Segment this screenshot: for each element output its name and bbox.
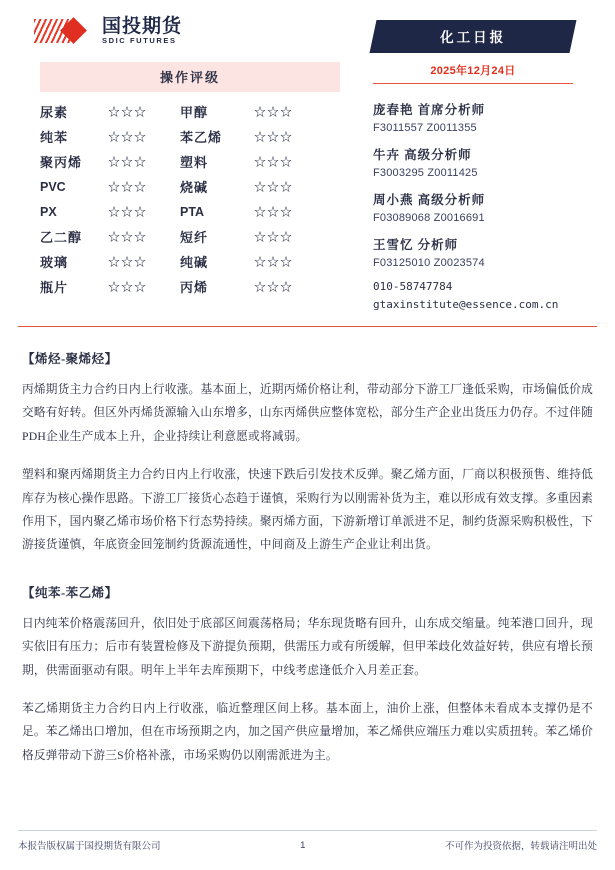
rating-stars: ☆☆☆ — [254, 105, 294, 119]
analyst-license-code: F03125010 Z0023574 — [372, 257, 485, 269]
rating-commodity-name: 纯碱 — [180, 255, 209, 270]
rating-stars: ☆☆☆ — [108, 230, 148, 244]
rating-commodity-name: 烧碱 — [180, 180, 209, 195]
table-row — [40, 199, 340, 224]
table-row — [40, 149, 340, 174]
rating-commodity-name: 丙烯 — [180, 280, 209, 295]
rating-commodity-name: 乙二醇 — [40, 230, 83, 245]
rating-stars: ☆☆☆ — [254, 180, 294, 194]
section-heading: 【纯苯-苯乙烯】 — [22, 585, 118, 600]
rating-commodity-name: 玻璃 — [40, 255, 69, 270]
rating-commodity-name: 短纤 — [180, 230, 209, 245]
table-row — [40, 274, 340, 299]
footer-copyright: 本报告版权属于国投期货有限公司 — [18, 842, 161, 852]
logo-name-cn: 国投期货 — [102, 16, 183, 38]
report-date-block — [373, 62, 573, 84]
analyst-license-code: F3011557 Z0011355 — [372, 122, 477, 134]
rating-commodity-name: PTA — [180, 204, 205, 219]
banner-shape — [369, 20, 576, 53]
section-paragraph: 丙烯期货主力合约日内上行收涨。基本面上，近期丙烯价格让利，带动部分下游工厂逢低采购，市场偏低价成交略有好转。但区外丙烯货源输入山东增多，山东丙烯供应整体宽松，部分生产企业出货压力仍存。不过伴随PDH企业生产成本上升，企业持续让利意愿或将减弱。 — [22, 383, 593, 443]
analyst-name: 牛卉 高级分析师 — [372, 148, 472, 162]
brand-logo — [18, 14, 367, 48]
report-title-banner — [373, 14, 597, 53]
footer-disclaimer: 不可作为投资依据，转载请注明出处 — [444, 842, 597, 852]
operation-ratings-table — [40, 62, 340, 299]
analyst-name: 王雪忆 分析师 — [372, 238, 459, 252]
logo-mark-icon — [34, 18, 96, 44]
rating-stars: ☆☆☆ — [108, 180, 148, 194]
rating-commodity-name: 瓶片 — [40, 280, 69, 295]
rating-commodity-name: PVC — [40, 179, 66, 194]
rating-stars: ☆☆☆ — [254, 155, 294, 169]
list-item — [373, 235, 583, 269]
section-paragraph: 塑料和聚丙烯期货主力合约日内上行收涨，快速下跌后引发技术反弹。聚乙烯方面，厂商以积极预售、维持低库存为核心操作思路。下游工厂接货心态趋于谨慎，采购行为以刚需补货为主，难以形成有效支撑。多重因素作用下，国内聚乙烯市场价格下行态势持续。聚丙烯方面，下游新增订单派进不足，制约货源采购积极性，下游接货谨慎，年底资金回笼制约货源流通性，中间商及上游生产企业让利出货。 — [22, 468, 593, 552]
page-footer — [18, 830, 597, 852]
table-row — [40, 224, 340, 249]
table-row — [40, 174, 340, 199]
section-paragraph: 日内纯苯价格震荡回升，依旧处于底部区间震荡格局；华东现货略有回升，山东成交缩量。纯苯港口回升，现实依旧有压力；后市有装置检修及下游提负预期，供需压力或有所缓解，但甲苯歧化效益好转，供应有增长预期，供需面驱动有限。明年上半年去库预期下，中线考虑逢低介入月差正套。 — [22, 616, 593, 677]
rating-stars: ☆☆☆ — [108, 205, 148, 219]
page-header — [0, 0, 615, 316]
footer-row — [18, 838, 597, 852]
page-number: 1 — [300, 839, 306, 851]
header-left-column — [18, 14, 367, 299]
rating-commodity-name: PX — [40, 204, 57, 219]
contact-block — [373, 280, 583, 311]
report-date: 2025年12月24日 — [430, 65, 516, 77]
rating-stars: ☆☆☆ — [254, 230, 294, 244]
rating-stars: ☆☆☆ — [254, 205, 294, 219]
ratings-table-body — [40, 92, 340, 299]
logo-name-en: SDIC FUTURES — [102, 36, 177, 46]
logo-text — [102, 17, 182, 45]
list-item — [373, 190, 583, 224]
rating-stars: ☆☆☆ — [108, 155, 148, 169]
analyst-license-code: F3003295 Z0011425 — [372, 167, 478, 179]
rating-commodity-name: 甲醇 — [180, 105, 209, 120]
table-row — [40, 249, 340, 274]
section-paragraph: 苯乙烯期货主力合约日内上行收涨，临近整理区间上移。基本面上，油价上涨，但整体未看成本支撑仍是不足。苯乙烯出口增加，但在市场预期之内，加之国产供应量增加，苯乙烯供应端压力难以实质扭转。苯乙烯价格反弹带动下游三S价格补涨，市场采购仍以刚需派进为主。 — [22, 702, 593, 762]
contact-email[interactable]: gtaxinstitute@essence.com.cn — [372, 298, 559, 311]
rating-stars: ☆☆☆ — [108, 105, 148, 119]
section-benzene-styrene — [22, 583, 593, 767]
header-right-column — [367, 14, 597, 316]
report-body — [0, 327, 615, 767]
analyst-name: 庞春艳 首席分析师 — [372, 103, 486, 117]
rating-commodity-name: 尿素 — [40, 105, 69, 120]
section-heading: 【烯烃-聚烯烃】 — [22, 352, 118, 366]
analyst-license-code: F03089068 Z0016691 — [372, 212, 485, 224]
rating-stars: ☆☆☆ — [254, 130, 294, 144]
footer-divider — [18, 830, 597, 831]
rating-commodity-name: 纯苯 — [40, 130, 69, 145]
list-item — [373, 145, 583, 179]
list-item — [373, 100, 583, 134]
rating-stars: ☆☆☆ — [108, 130, 148, 144]
date-divider — [373, 83, 573, 84]
analyst-list — [373, 100, 583, 311]
contact-phone[interactable]: 010-58747784 — [372, 280, 453, 293]
rating-stars: ☆☆☆ — [108, 255, 148, 269]
section-olefins — [22, 349, 593, 557]
rating-commodity-name: 苯乙烯 — [180, 130, 223, 145]
rating-stars: ☆☆☆ — [108, 280, 148, 294]
ratings-table-title: 操作评级 — [40, 62, 340, 92]
rating-commodity-name: 聚丙烯 — [40, 155, 83, 170]
rating-stars: ☆☆☆ — [254, 280, 294, 294]
analyst-name: 周小燕 高级分析师 — [372, 193, 486, 207]
table-row — [40, 99, 340, 124]
rating-commodity-name: 塑料 — [180, 155, 209, 170]
table-row — [40, 124, 340, 149]
report-title: 化工日报 — [440, 30, 507, 45]
rating-stars: ☆☆☆ — [254, 255, 294, 269]
